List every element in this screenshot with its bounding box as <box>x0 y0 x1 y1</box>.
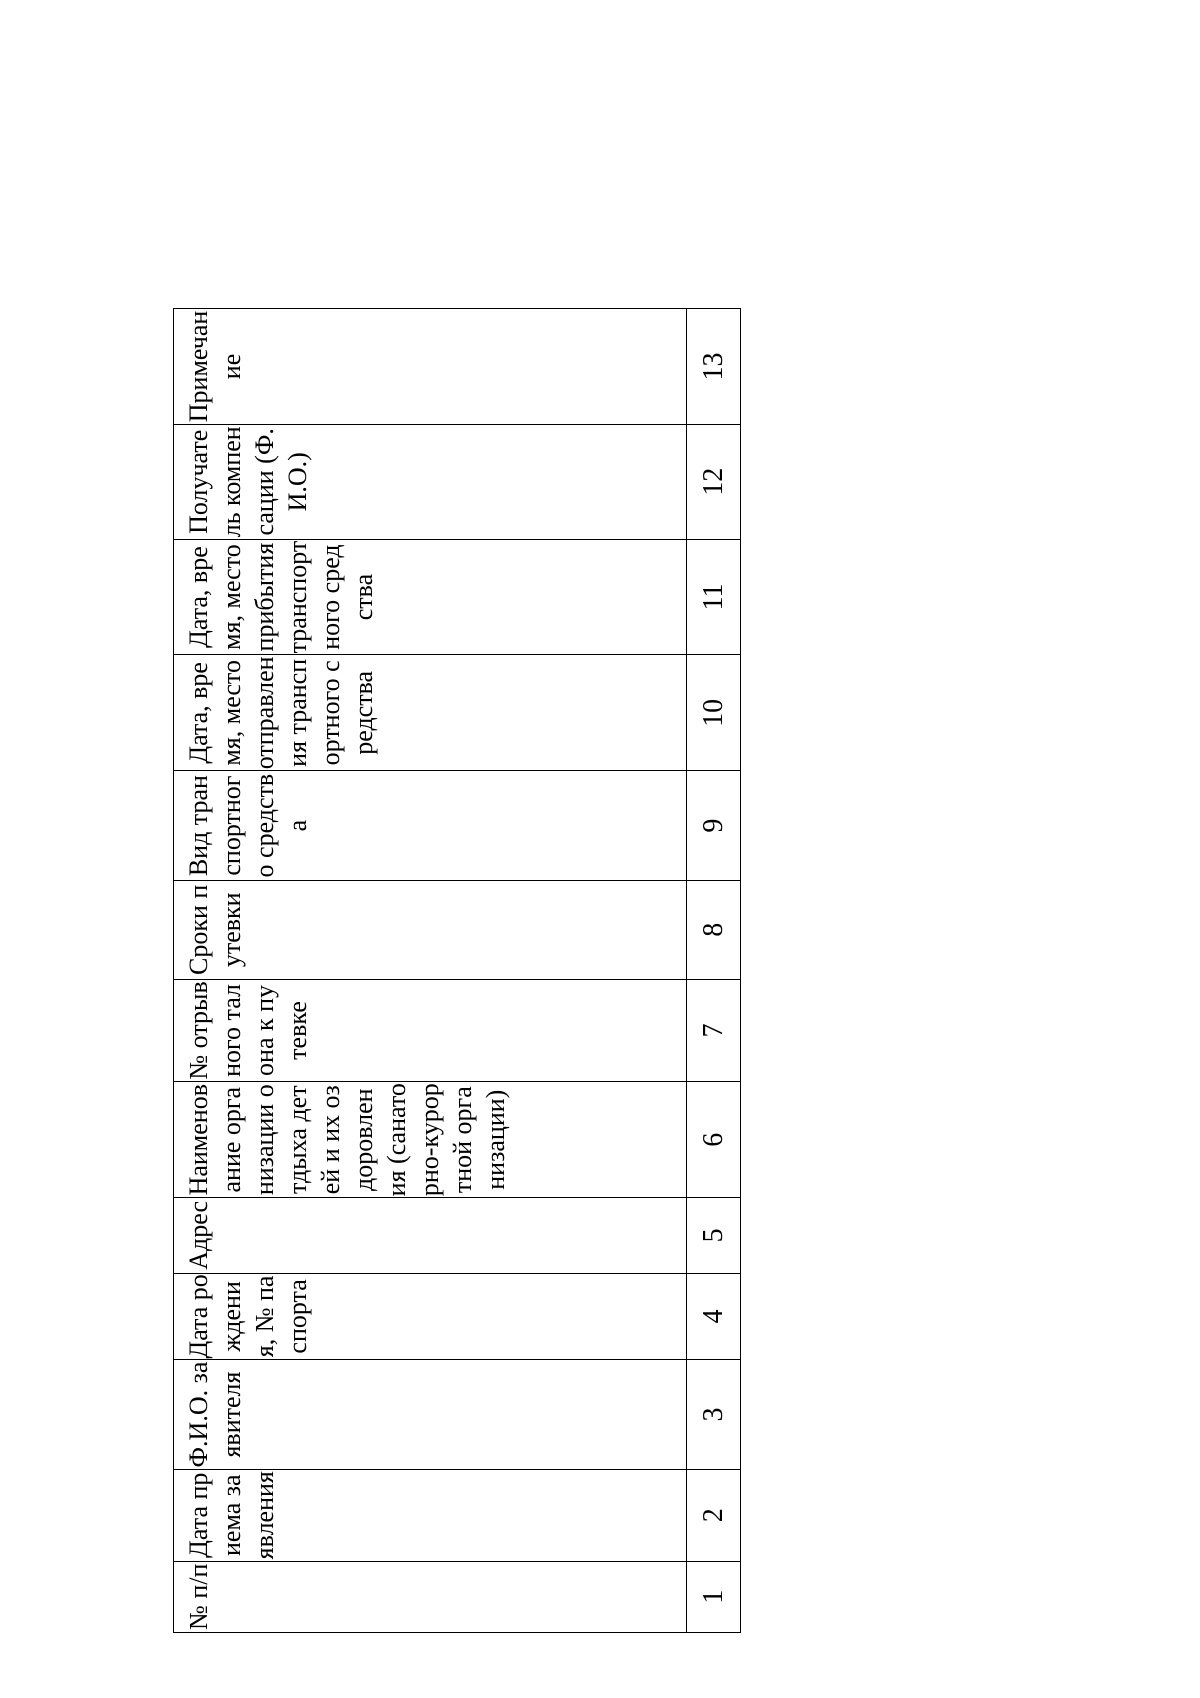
header-row <box>174 309 687 1633</box>
column-number-cell: 1 <box>687 1561 741 1632</box>
header-cell-recipient: Получатель компенсации (Ф.И.О.) <box>174 424 687 539</box>
column-number-cell: 7 <box>687 979 741 1082</box>
column-number-cell: 13 <box>687 309 741 425</box>
header-cell-application-date: Дата приема заявления <box>174 1469 687 1561</box>
column-number-cell: 12 <box>687 424 741 539</box>
register-table <box>173 308 741 1633</box>
header-cell-departure: Дата, время, место отправления транспортного средства <box>174 655 687 771</box>
column-number-cell: 9 <box>687 771 741 881</box>
header-cell-birth-passport: Дата рождения, № паспорта <box>174 1273 687 1360</box>
column-number-cell: 6 <box>687 1082 741 1198</box>
header-cell-voucher-dates: Сроки путевки <box>174 880 687 979</box>
header-cell-voucher-coupon: № отрывного талона к путевке <box>174 979 687 1082</box>
column-number-cell: 8 <box>687 880 741 979</box>
header-cell-address: Адрес <box>174 1198 687 1274</box>
column-number-cell: 4 <box>687 1273 741 1360</box>
column-number-cell: 10 <box>687 655 741 771</box>
column-number-cell: 2 <box>687 1469 741 1561</box>
column-number-cell: 11 <box>687 539 741 655</box>
header-cell-applicant-name: Ф.И.О. заявителя <box>174 1360 687 1470</box>
header-cell-organization: Наименование организации отдыха детей и их оздоровления (санаторно-курортной организации) <box>174 1082 687 1198</box>
rotated-table-container <box>173 308 740 1633</box>
header-cell-arrival: Дата, время, место прибытия транспортного средства <box>174 539 687 655</box>
header-cell-number: № п/п <box>174 1561 687 1632</box>
column-number-row <box>687 309 741 1633</box>
header-cell-transport-type: Вид транспортного средства <box>174 771 687 881</box>
column-number-cell: 3 <box>687 1360 741 1470</box>
header-cell-note: Примечание <box>174 309 687 425</box>
column-number-cell: 5 <box>687 1198 741 1274</box>
